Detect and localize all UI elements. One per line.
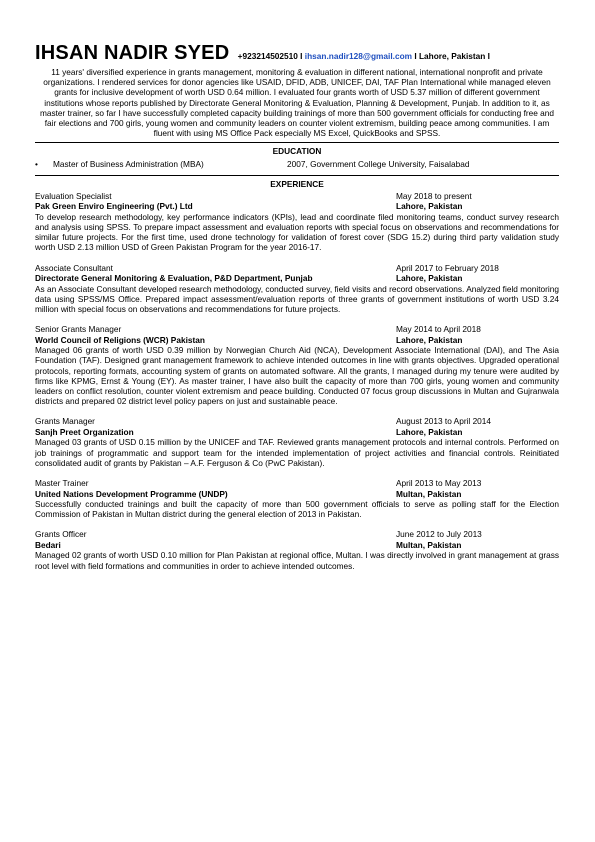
experience-heading: EXPERIENCE <box>270 178 324 189</box>
location-text: I Lahore, Pakistan I <box>414 51 490 61</box>
job-org-row <box>35 427 559 438</box>
job-description: To develop research methodology, key performance indicators (KPIs), lead and coordinate filed monitoring teams, conduct survey research and analysis using SPSS. To prepare impact assessment and evaluation reports with special focus on observations and recommendations for similar future projects. For the first time, used drone technology for validation of forest cover (SDG 15.2) during third party validation study worth USD 2.13 million USD of Green Pakistan Program for the year 2016-17. <box>35 211 559 253</box>
job-location: Multan, Pakistan <box>396 488 462 499</box>
education-heading: EDUCATION <box>272 146 322 157</box>
job-location: Multan, Pakistan <box>396 539 462 550</box>
job-org-row <box>35 273 559 284</box>
phone-number: +923214502510 I <box>237 51 303 61</box>
divider <box>35 142 559 143</box>
job-title: Evaluation Specialist <box>35 190 112 201</box>
email-link[interactable]: ihsan.nadir128@gmail.com <box>304 51 413 61</box>
job-organization: Sanjh Preet Organization <box>35 426 134 437</box>
candidate-name: IHSAN NADIR SYED <box>35 42 230 64</box>
job-description: Managed 03 grants of USD 0.15 million by the UNICEF and TAF. Reviewed grants management protocols and internal controls. Performed on job trainings of programmatic and support team for the intended implementation of project activities and financial controls. Reinitiated consolidated audit of grants by Pakistan – A.F. Ferguson & Co (PwC Pakistan). <box>35 437 559 468</box>
education-detail: 2007, Government College University, Faisalabad <box>287 158 470 169</box>
job-dates: August 2013 to April 2014 <box>396 416 492 427</box>
job-entry <box>35 478 559 519</box>
job-title-row <box>35 478 559 489</box>
education-entry <box>35 159 559 171</box>
job-dates: May 2018 to present <box>396 190 472 201</box>
job-title-row <box>35 416 559 427</box>
job-title-row <box>35 324 559 335</box>
contact-line <box>238 51 490 61</box>
job-organization: Directorate General Monitoring & Evaluation, P&D Department, Punjab <box>35 273 313 284</box>
job-org-row <box>35 335 559 346</box>
job-dates: April 2017 to February 2018 <box>396 262 499 273</box>
job-title: Master Trainer <box>35 478 89 489</box>
job-title: Senior Grants Manager <box>35 324 122 335</box>
education-degree: Master of Business Administration (MBA) <box>53 158 204 169</box>
job-dates: May 2014 to April 2018 <box>396 324 481 335</box>
job-organization: Bedari <box>35 539 61 550</box>
job-description: Managed 02 grants of worth USD 0.10 million for Plan Pakistan at regional office, Multan. I was directly involved in grant management at grass root level with field formations and communities in order to achieve intended outcomes. <box>35 550 559 571</box>
job-description: Managed 06 grants of worth USD 0.39 million by Norwegian Church Aid (NCA), Development Associate International (DAI), and The Asia Foundation (TAF). Designed grant management framework to achieve intended outcomes in line with grants objectives. Upgraded operational protocols, reporting formats, accounting system of grants on automated software. All the grants, I managed during my tenure were audited by firms like KPMG, Ernst & Young (EY). As master trainer, I have also built the capacity of more than 700 girls, young women and community leaders on conflict resolution, counter violent extremism and peace building. Conducted 07 focus group discussions in Multan and Gujranwala districts and prepared 02 district level policy papers on just and sustainable peace. <box>35 345 559 407</box>
job-dates: June 2012 to July 2013 <box>396 529 482 540</box>
professional-summary: 11 years' diversified experience in grants management, monitoring & evaluation in different national, international nonprofit and private organizations. I rendered services for donor agencies like USAID, DFID, ADB, UNICEF, DAI, TAF Plan International while managed eleven grants for inclusive development of worth USD 0.64 million. I evaluated four grants worth of USD 5.37 million of different government institutions whose reports published by Directorate General Monitoring & Evaluation, Planning & Development, Punjab. In addition to it, as master trainer, so far I have successfully completed capacity building trainings of more than 500 government officials for conducting free and fair elections and 700 girls, young women and community leaders on counter violent extremism, building peace among communities. I am fluent with using MS Office Pack especially MS Excel, QuickBooks and SPSS. <box>39 67 555 139</box>
job-entry <box>35 529 559 570</box>
job-organization: World Council of Religions (WCR) Pakistan <box>35 334 205 345</box>
job-description: As an Associate Consultant developed research methodology, conducted survey, field visits and record observations. Analyzed field monitoring data using SPSS/MS Office. Prepared impact assessment/evaluation reports of three grants of government institutions of worth USD 3.24 million with special focus on observations and recommendations for future projects. <box>35 283 559 315</box>
job-entry <box>35 263 559 315</box>
job-organization: United Nations Development Programme (UNDP) <box>35 488 228 499</box>
job-description: Successfully conducted trainings and built the capacity of more than 500 government officials to serve as polling staff for the Election Commission of Pakistan in Multan district during the general election of 2013 in Pakistan. <box>35 499 559 520</box>
job-entry <box>35 324 559 406</box>
job-title: Grants Manager <box>35 416 95 427</box>
job-entry <box>35 416 559 468</box>
bullet-icon: • <box>35 158 38 169</box>
job-title-row <box>35 263 559 274</box>
resume-page <box>35 41 559 581</box>
job-location: Lahore, Pakistan <box>396 201 463 212</box>
resume-header <box>35 41 559 65</box>
job-org-row <box>35 489 559 500</box>
job-location: Lahore, Pakistan <box>396 334 463 345</box>
job-org-row <box>35 540 559 551</box>
job-organization: Pak Green Enviro Engineering (Pvt.) Ltd <box>35 201 193 212</box>
job-location: Lahore, Pakistan <box>396 426 463 437</box>
job-location: Lahore, Pakistan <box>396 273 463 284</box>
job-title-row <box>35 191 559 202</box>
job-title-row <box>35 529 559 540</box>
divider <box>35 175 559 176</box>
job-dates: April 2013 to May 2013 <box>396 478 482 489</box>
job-title: Associate Consultant <box>35 262 113 273</box>
job-entry <box>35 191 559 253</box>
job-title: Grants Officer <box>35 529 87 540</box>
job-org-row <box>35 201 559 212</box>
